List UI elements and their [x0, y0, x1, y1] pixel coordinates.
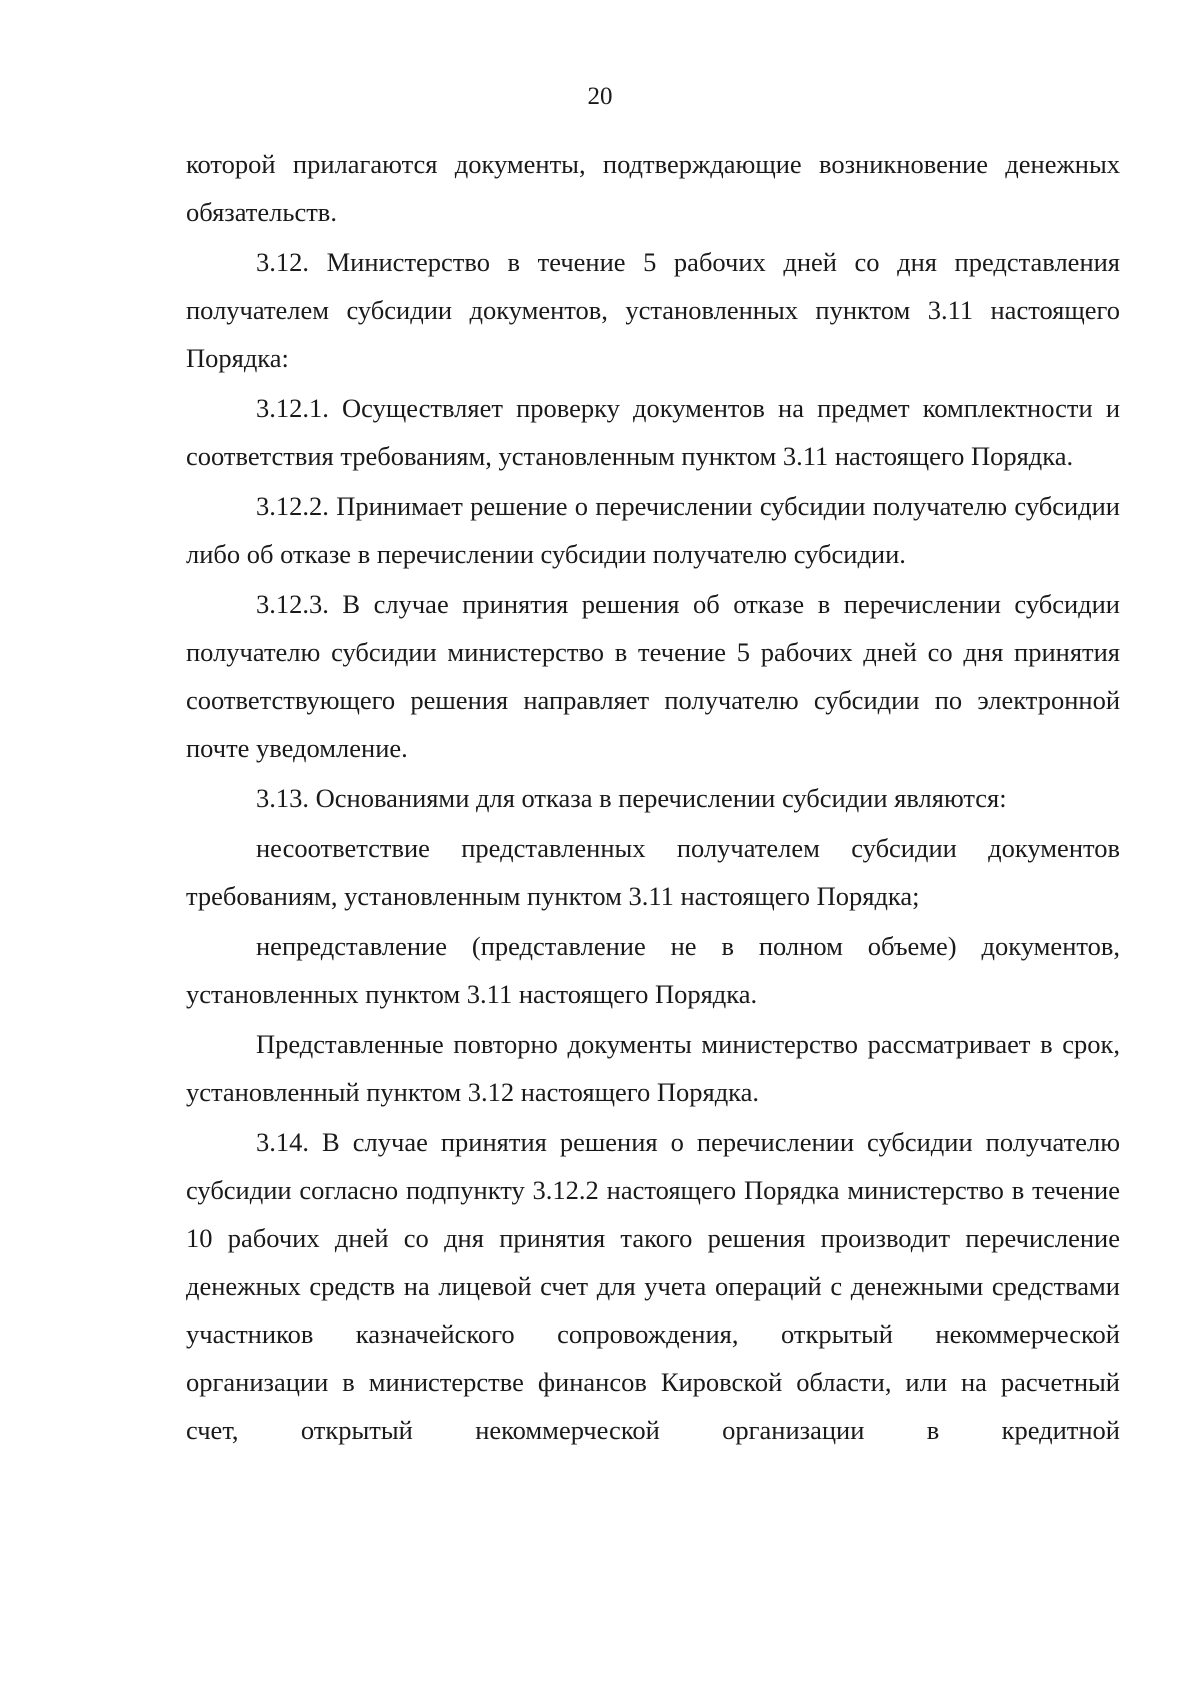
paragraph-reason-missing: непредставление (представление не в полном объеме) документов, установленных пунктом 3.11 настоящего Порядка.	[186, 931, 1120, 1009]
page-number: 20	[587, 83, 613, 110]
paragraph-3-12: 3.12. Министерство в течение 5 рабочих дней со дня представления получателем субсидии документов, установленных пунктом 3.11 настоящего Порядка:	[186, 247, 1120, 373]
paragraph-3-12-3: 3.12.3. В случае принятия решения об отказе в перечислении субсидии получателю субсидии министерство в течение 5 рабочих дней со дня принятия соответствующего решения направляет получателю субсидии по электронной почте уведомление.	[186, 589, 1120, 763]
paragraph-reason-mismatch: несоответствие представленных получателем субсидии документов требованиям, установленным пунктом 3.11 настоящего Порядка;	[186, 833, 1120, 911]
paragraph-resubmission: Представленные повторно документы министерство рассматривает в срок, установленный пунктом 3.12 настоящего Порядка.	[186, 1029, 1120, 1107]
paragraph-3-12-1: 3.12.1. Осуществляет проверку документов на предмет комплектности и соответствия требованиям, установленным пунктом 3.11 настоящего Порядка.	[186, 393, 1120, 471]
paragraph-3-13: 3.13. Основаниями для отказа в перечислении субсидии являются:	[256, 783, 1007, 813]
document-body	[186, 140, 1120, 1456]
paragraph-continuation: которой прилагаются документы, подтверждающие возникновение денежных обязательств.	[186, 149, 1120, 227]
paragraph-3-14: 3.14. В случае принятия решения о перечислении субсидии получателю субсидии согласно подпункту 3.12.2 настоящего Порядка министерство в течение 10 рабочих дней со дня принятия такого решения производит перечисление денежных средств на лицевой счет для учета операций с денежными средствами участников казначейского сопровождения, открытый некоммерческой организации в министерстве финансов Кировской области, или на расчетный счет, открытый некоммерческой организации в кредитной	[186, 1127, 1120, 1445]
paragraph-3-12-2: 3.12.2. Принимает решение о перечислении субсидии получателю субсидии либо об отказе в перечислении субсидии получателю субсидии.	[186, 491, 1120, 569]
